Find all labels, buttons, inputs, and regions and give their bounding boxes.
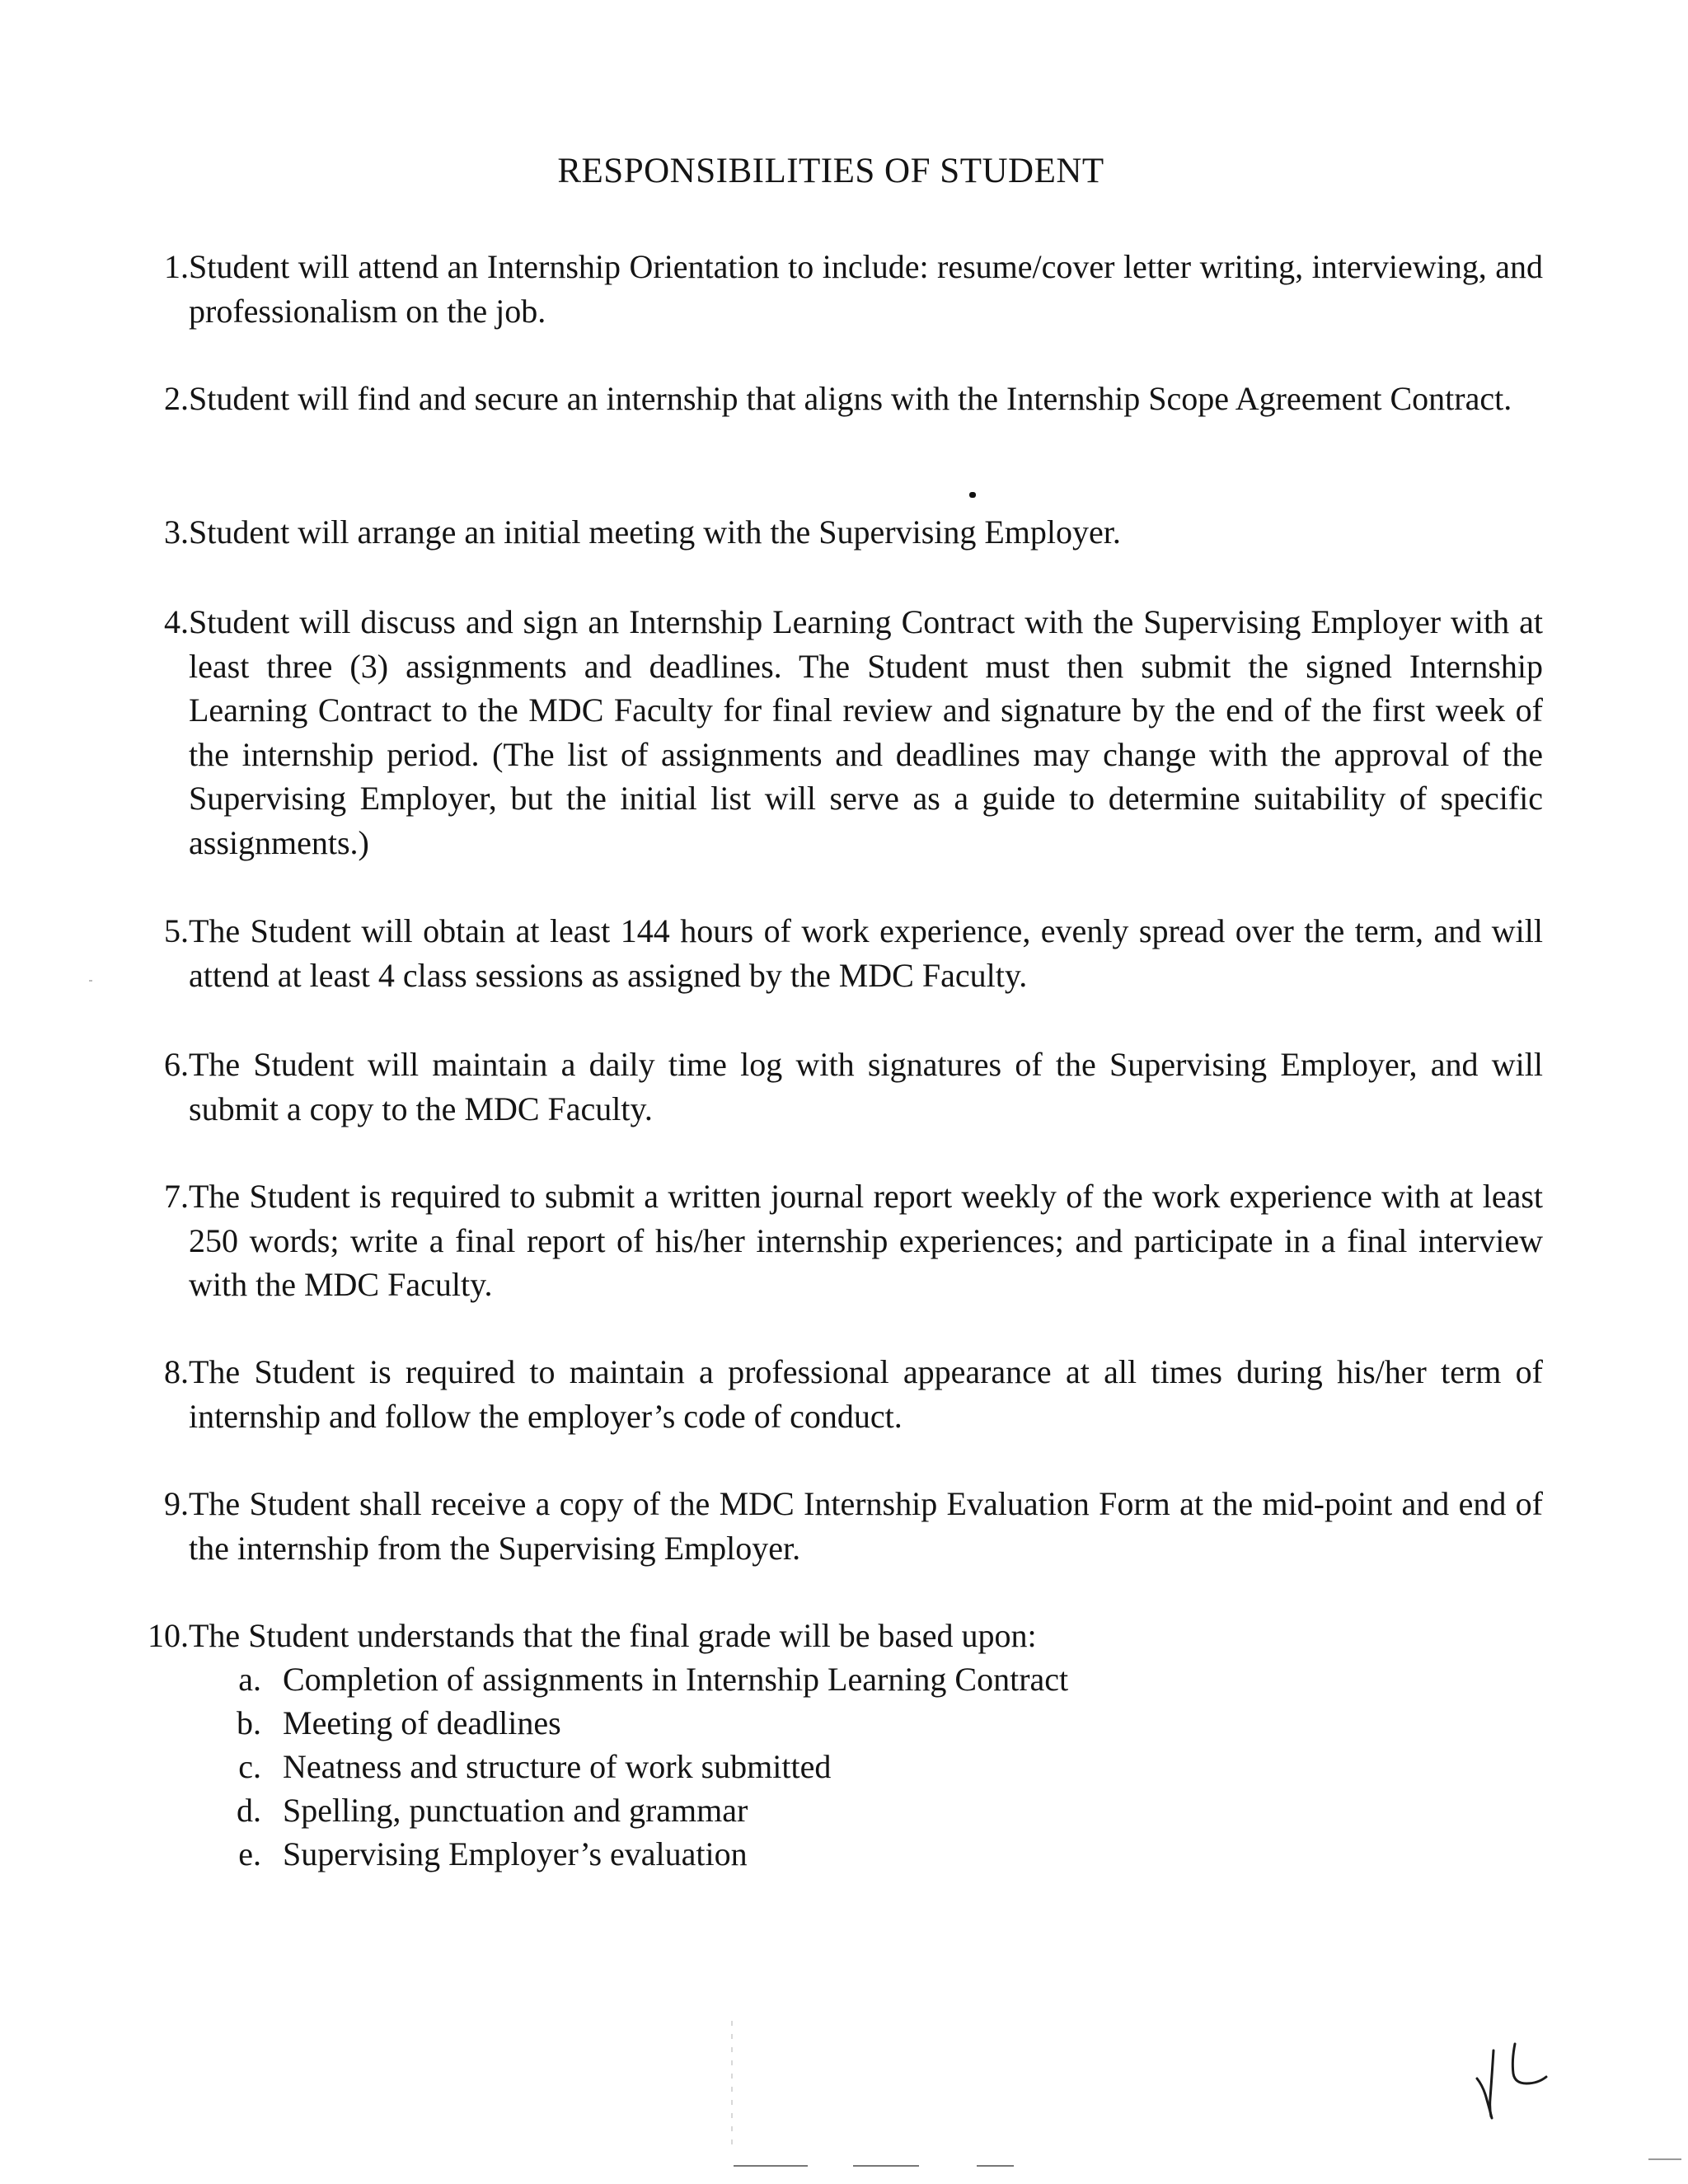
sub-item-letter: d. <box>237 1792 261 1829</box>
sub-item-text: Completion of assignments in Internship Learning Contract <box>283 1661 1069 1698</box>
sub-item-text: Meeting of deadlines <box>283 1704 561 1741</box>
item-number: 7. <box>164 1178 189 1215</box>
item-number: 3. <box>164 513 189 551</box>
item-number: 9. <box>164 1485 189 1522</box>
sub-item-text: Neatness and structure of work submitted <box>283 1748 832 1785</box>
sub-item-letter: a. <box>238 1661 261 1698</box>
item-number: 2. <box>164 380 189 417</box>
item-number: 4. <box>164 603 189 640</box>
item-text: The Student will obtain at least 144 hours of work experience, evenly spread over the term, and will attend at least 4 class sessions as assigned by the MDC Faculty. <box>189 912 1543 994</box>
item-text: Student will attend an Internship Orientation to include: resume/cover letter writing, interviewing, and professionalism on the job. <box>189 248 1543 330</box>
item-text: The Student will maintain a daily time log with signatures of the Supervising Employer, and will submit a copy to the MDC Faculty. <box>189 1046 1543 1127</box>
sub-item-text: Spelling, punctuation and grammar <box>283 1792 748 1829</box>
item-number: 6. <box>164 1046 189 1083</box>
sub-item-letter: e. <box>238 1835 261 1872</box>
item-text: Student will discuss and sign an Internship Learning Contract with the Supervising Employer with at least three (3) assignments and deadlines. The Student must then submit the signed Internship Learning Contract to the MDC Faculty for final review and signature by the end of the first week of the internship period. (The list of assignments and deadlines may change with the approval of the Supervising Employer, but the initial list will serve as a guide to determine suitability of specific assignments.) <box>189 603 1543 861</box>
item-text: The Student is required to maintain a professional appearance at all times during his/her term of internship and follow the employer’s code of conduct. <box>189 1353 1543 1435</box>
item-number: 1. <box>164 248 189 285</box>
item-number: 8. <box>164 1353 189 1390</box>
item-number: 10. <box>148 1617 189 1654</box>
item-number: 5. <box>164 912 189 949</box>
sub-item-letter: c. <box>238 1748 261 1785</box>
item-text: The Student understands that the final grade will be based upon: <box>189 1617 1037 1654</box>
item-text: Student will find and secure an internship that aligns with the Internship Scope Agreement Contract. <box>189 380 1512 417</box>
sub-item-text: Supervising Employer’s evaluation <box>283 1835 748 1872</box>
item-text: Student will arrange an initial meeting with the Supervising Employer. <box>189 513 1121 551</box>
page-title: RESPONSIBILITIES OF STUDENT <box>557 152 1104 190</box>
item-text: The Student is required to submit a written journal report weekly of the work experience with at least 250 words; write a final report of his/her internship experiences; and participate in a final interview with the MDC Faculty. <box>189 1178 1543 1303</box>
item-text: The Student shall receive a copy of the MDC Internship Evaluation Form at the mid-point and end of the internship from the Supervising Employer. <box>189 1485 1543 1567</box>
sub-item-letter: b. <box>237 1704 261 1741</box>
